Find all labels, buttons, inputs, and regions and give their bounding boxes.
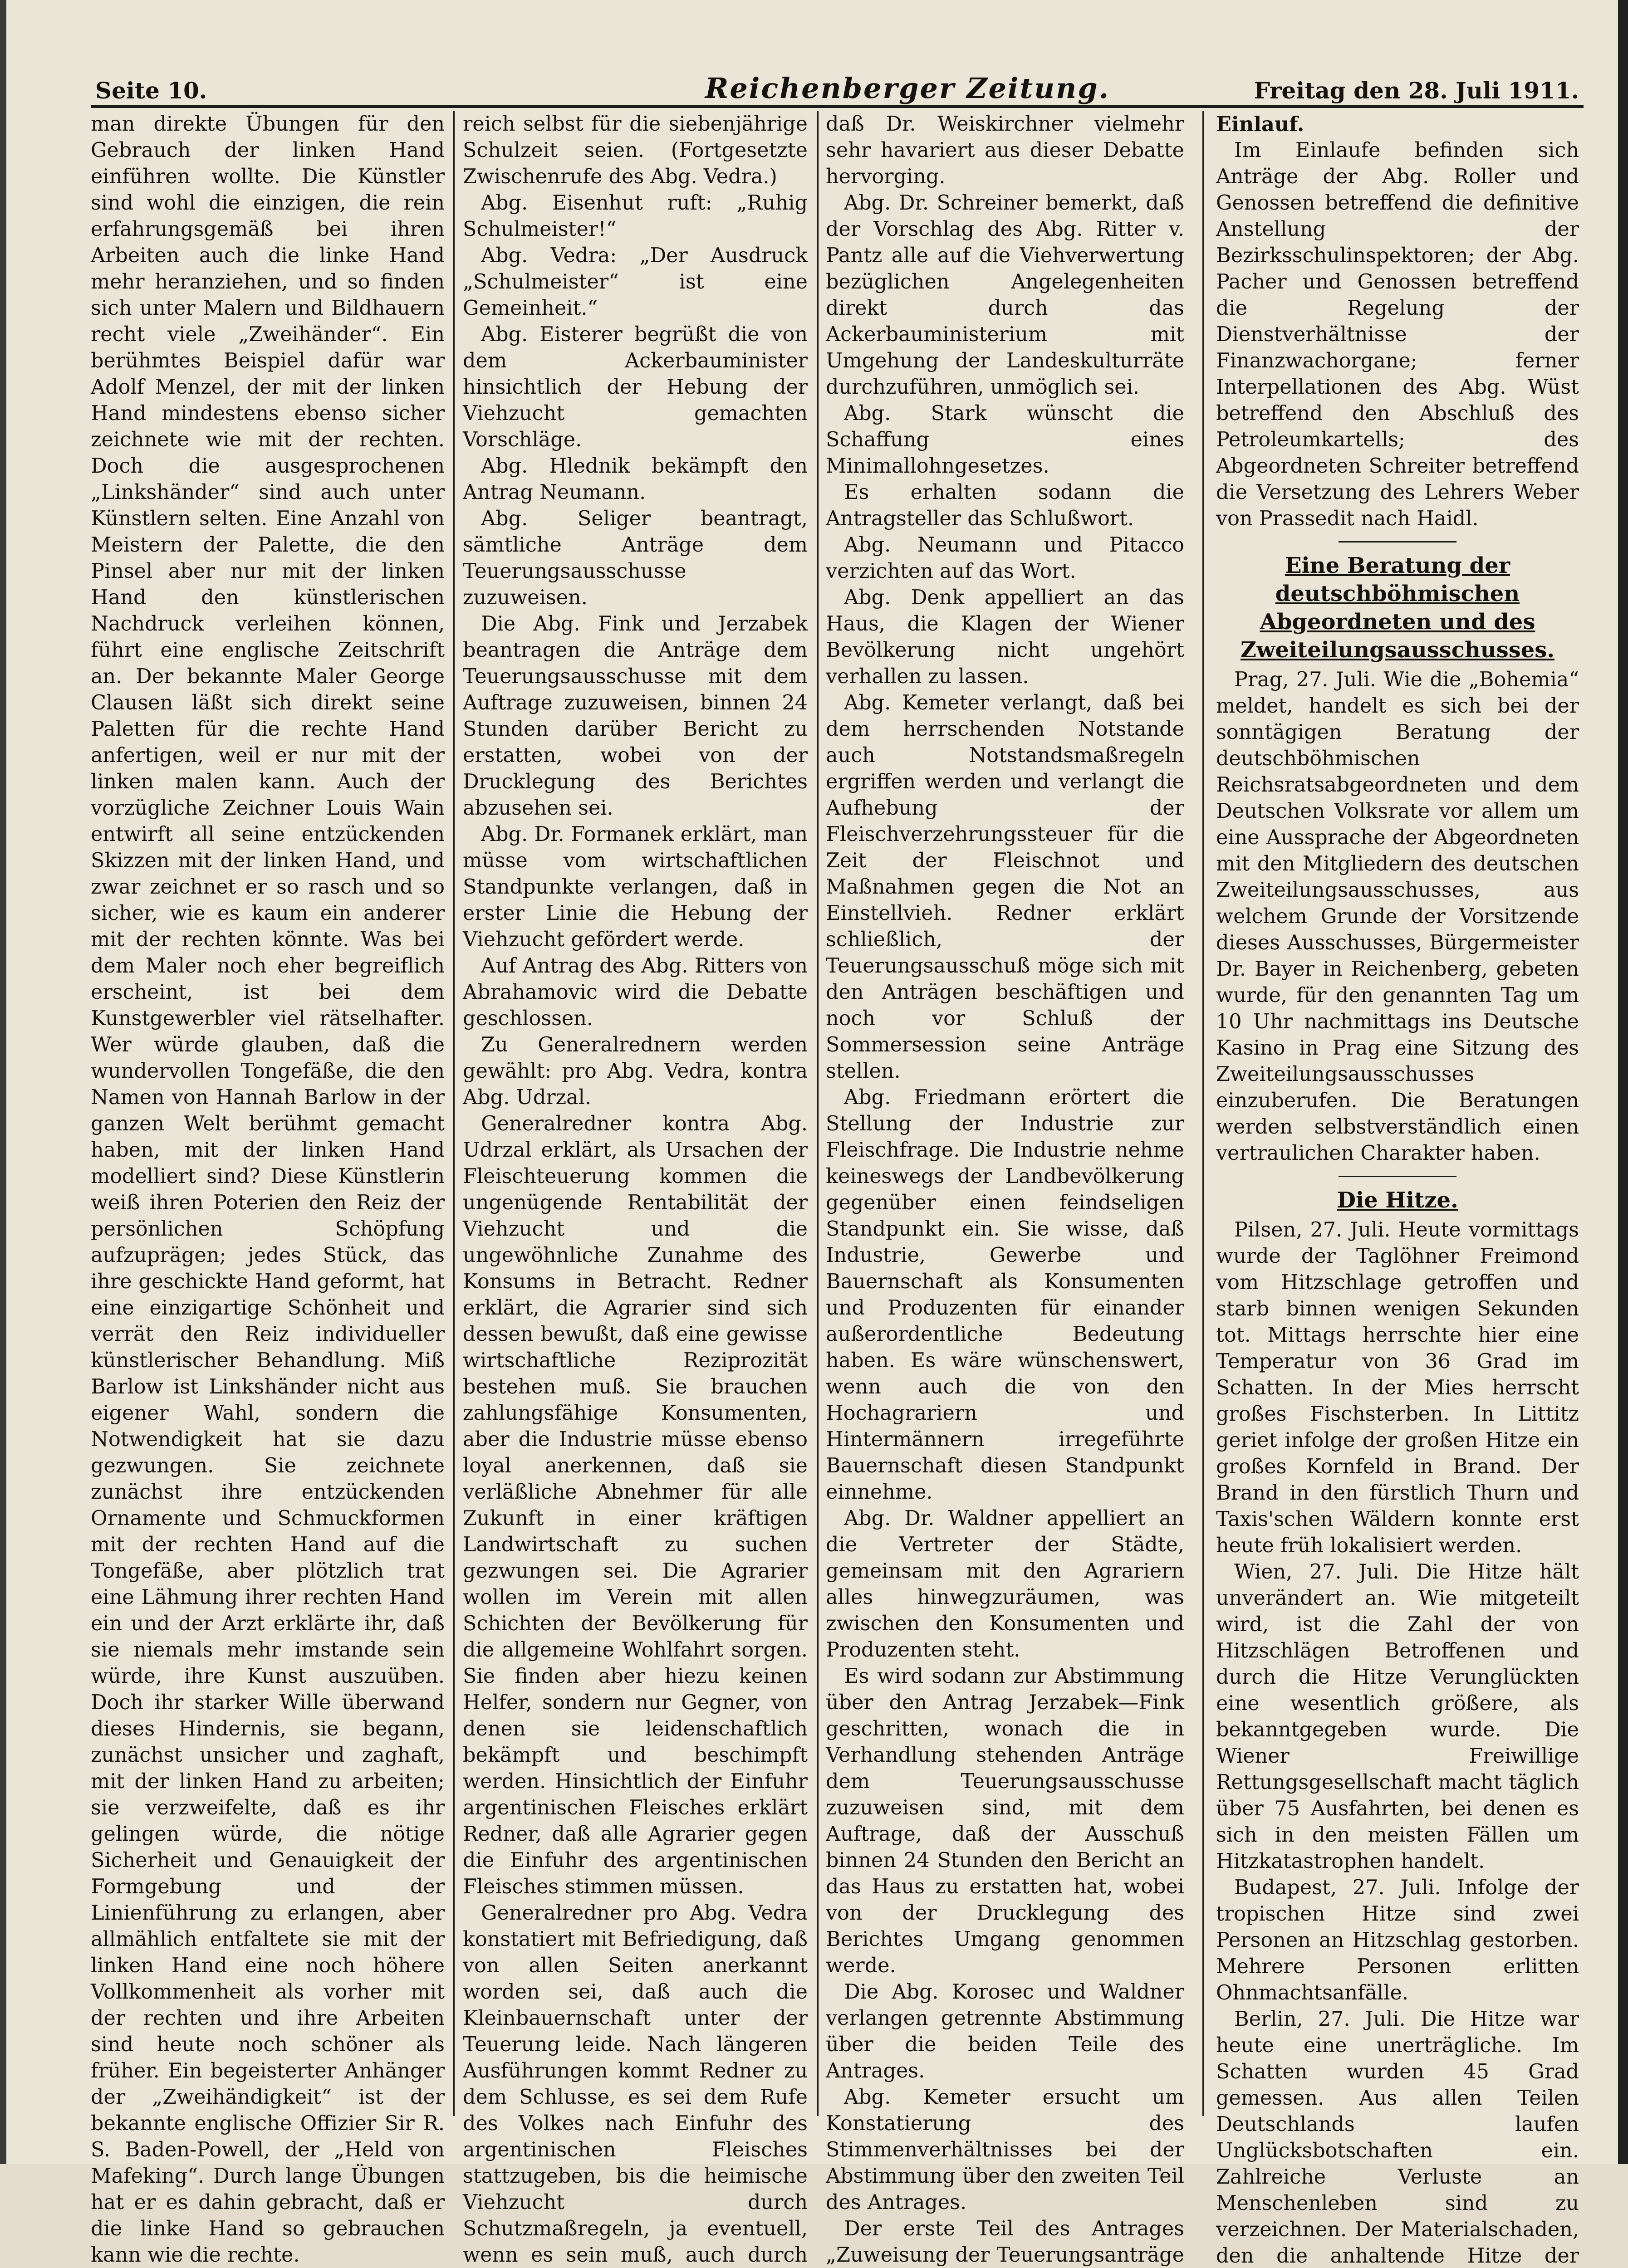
column-1	[91, 111, 445, 2267]
article-paragraph: Abg. Vedra: „Der Ausdruck „Schulmeister“ ist eine Gemeinheit.“	[463, 244, 808, 320]
article-paragraph: Abg. Kemeter verlangt, daß bei dem herrschenden Notstande auch Notstandsmaßregeln ergriffen werden und verlangt die Aufhebung der Fleischverzehrungssteuer für die Zeit der Fleischnot und Maßnahmen gegen die Not an Einstellvieh. Redner erklärt schließlich, der Teuerungsausschuß möge sich mit den Anträgen beschäftigen und noch vor Schluß der Sommersession seine Anträge stellen.	[826, 691, 1184, 1083]
article-paragraph: Der erste Teil des Antrages „Zuweisung der Teuerungsanträge	[826, 2217, 1184, 2267]
newspaper-title: Reichenberger Zeitung.	[705, 72, 1110, 105]
page-header	[91, 68, 1584, 106]
column-2	[463, 111, 808, 2267]
article-paragraph: Abg. Eisterer begrüßt die von dem Ackerbauminister hinsichtlich der Hebung der Viehzucht gemachten Vorschläge.	[463, 323, 808, 451]
article-paragraph: Abg. Dr. Formanek erklärt, man müsse vom wirtschaftlichen Standpunkte verlangen, daß in erster Linie die Hebung der Viehzucht gefördert werde.	[463, 823, 808, 951]
article-paragraph: Abg. Dr. Schreiner bemerkt, daß der Vorschlag des Abg. Ritter v. Pantz alle auf die Viehverwertung bezüglichen Angelegenheiten direkt durch das Ackerbauministerium mit Umgehung der Landeskulturräte durchzuführen, unmöglich sei.	[826, 191, 1184, 399]
article-paragraph: Zu Generalrednern werden gewählt: pro Abg. Vedra, kontra Abg. Udrzal.	[463, 1033, 808, 1109]
scan-edge-right	[1618, 0, 1628, 2164]
article-paragraph: Abg. Friedmann erörtert die Stellung der Industrie zur Fleischfrage. Die Industrie nehme keineswegs der Landbevölkerung gegenüber einen feindseligen Standpunkt ein. Sie wisse, daß Industrie, Gewerbe und Bauernschaft als Konsumenten und Produzenten für einander außerordentliche Bedeutung haben. Es wäre wünschenswert, wenn auch die von den Hochagrariern und Hintermännern irregeführte Bauernschaft diesen Standpunkt einnehme.	[826, 1086, 1184, 1504]
article-paragraph: Die Abg. Korosec und Waldner verlangen getrennte Abstimmung über die beiden Teile des Antrages.	[826, 1980, 1184, 2082]
article-paragraph: daß Dr. Weiskirchner vielmehr sehr havariert aus dieser Debatte hervorging.	[826, 112, 1184, 188]
column-4	[1216, 111, 1579, 2268]
article-paragraph: Die Abg. Fink und Jerzabek beantragen die Anträge dem Teuerungsausschusse mit dem Auftrage zuzuweisen, binnen 24 Stunden darüber Bericht zu erstatten, wobei von der Drucklegung des Berichtes abzusehen sei.	[463, 612, 808, 820]
column-divider	[1202, 111, 1204, 2116]
column-3	[826, 111, 1184, 2267]
column-divider	[453, 111, 455, 2116]
scan-edge-left	[0, 0, 6, 2164]
header-rule	[91, 105, 1584, 108]
einlauf-heading: Einlauf.	[1216, 112, 1304, 136]
article-paragraph: Abg. Denk appelliert an das Haus, die Klagen der Wiener Bevölkerung nicht ungehört verhallen zu lassen.	[826, 586, 1184, 688]
article-paragraph: Abg. Kemeter ersucht um Konstatierung des Stimmenverhältnisses bei der Abstimmung über den zweiten Teil des Antrages.	[826, 2086, 1184, 2214]
hitze-paragraph: Budapest, 27. Juli. Infolge der tropischen Hitze sind zwei Personen an Hitzschlag gestorben. Mehrere Personen erlitten Ohnmachtsanfälle.	[1216, 1876, 1579, 2004]
article-paragraph: Abg. Eisenhut ruft: „Ruhig Schulmeister!“	[463, 191, 808, 241]
page-number: Seite 10.	[95, 77, 207, 104]
feuilleton-text: man direkte Übungen für den Gebrauch der linken Hand einführen wollte. Die Künstler sind wohl die einzigen, die rein erfahrungsgemäß bei ihren Arbeiten auch die linke Hand mehr heranziehen, und so finden sich unter Malern und Bildhauern recht viele „Zweihänder“. Ein berühmtes Beispiel dafür war Adolf Menzel, der mit der linken Hand mindestens ebenso sicher zeichnete wie mit der rechten. Doch die ausgesprochenen „Linkshänder“ sind auch unter Künstlern selten. Eine Anzahl von Meistern der Palette, die den Pinsel aber nur mit der linken Hand den künstlerischen Nachdruck verleihen können, führt eine englische Zeitschrift an. Der bekannte Maler George Clausen läßt sich direkt seine Paletten für die rechte Hand anfertigen, weil er nur mit der linken malen kann. Auch der vorzügliche Zeichner Louis Wain entwirft all seine entzückenden Skizzen mit der linken Hand, und zwar zeichnet er so rasch und so sicher, wie es kaum ein anderer mit der rechten könnte. Was bei dem Maler noch eher begreiflich erscheint, ist bei dem Kunstgewerbler viel rätselhafter. Wer würde glauben, daß die wundervollen Tongefäße, die den Namen von Hannah Barlow in der ganzen Welt berühmt gemacht haben, mit der linken Hand modelliert sind? Diese Künstlerin weiß ihren Poterien den Reiz der persönlichen Schöpfung aufzuprägen; jedes Stück, das ihre geschickte Hand geformt, hat eine einzigartige Schönheit und verrät den Reiz individueller künstlerischer Behandlung. Miß Barlow ist Linkshänder nicht aus eigener Wahl, sondern die Notwendigkeit hat sie dazu gezwungen. Sie zeichnete zunächst ihre entzückenden Ornamente und Schmuckformen mit der rechten Hand auf die Tongefäße, aber plötzlich trat eine Lähmung ihrer rechten Hand ein und der Arzt erklärte ihr, daß sie niemals mehr imstande sein würde, ihre Kunst auszuüben. Doch ihr starker Wille überwand dieses Hindernis, sie begann, zunächst unsicher und zaghaft, mit der linken Hand zu arbeiten; sie verzweifelte, daß es ihr gelingen würde, die nötige Sicherheit und Genauigkeit der Formgebung und der Linienführung zu erlangen, aber allmählich entfaltete sie mit der linken Hand eine noch höhere Vollkommenheit als vorher mit der rechten und ihre Arbeiten sind heute noch schöner als früher. Ein begeisterter Anhänger der „Zweihändigkeit“ ist der bekannte englische Offizier Sir R. S. Baden-Powell, der „Held von Mafeking“. Durch lange Übungen hat er es dahin gebracht, daß er die linke Hand so gebrauchen kann wie die rechte.	[91, 112, 445, 2267]
article-paragraph: Abg. Hlednik bekämpft den Antrag Neumann.	[463, 455, 808, 504]
beratung-text: Prag, 27. Juli. Wie die „Bohemia“ meldet, handelt es sich bei der sonntägigen Beratung der deutschböhmischen Reichsratsabgeordneten und dem Deutschen Volksrate vor allem um eine Aussprache der Abgeordneten mit den Mitgliedern des deutschen Zweiteilungsausschusses, aus welchem Grunde der Vorsitzende dieses Ausschusses, Bürgermeister Dr. Bayer in Reichenberg, gebeten wurde, für den genannten Tag um 10 Uhr nachmittags ins Deutsche Kasino in Prag eine Sitzung des Zweiteilungsausschusses einzuberufen. Die Beratungen werden selbstverständlich einen vertraulichen Charakter haben.	[1216, 668, 1579, 1165]
hitze-paragraph: Wien, 27. Juli. Die Hitze hält unverändert an. Wie mitgeteilt wird, ist die Zahl der von Hitzschlägen Betroffenen und durch die Hitze Verunglückten eine wesentlich größere, als bekanntgegeben wurde. Die Wiener Freiwillige Rettungsgesellschaft macht täglich über 75 Ausfahrten, bei denen es sich in den meisten Fällen um Hitzkatastrophen handelt.	[1216, 1560, 1579, 1873]
article-paragraph: Generalredner kontra Abg. Udrzal erklärt, als Ursachen der Fleischteuerung kommen die ungenügende Rentabilität der Viehzucht und die ungewöhnliche Zunahme des Konsums in Betracht. Redner erklärt, die Agrarier sind sich dessen bewußt, daß eine gewisse wirtschaftliche Reziprozität bestehen muß. Sie brauchen zahlungsfähige Konsumenten, aber die Industrie müsse ebenso loyal anerkennen, daß sie verläßliche Abnehmer für alle Zukunft in einer kräftigen Landwirtschaft zu suchen gezwungen sei. Die Agrarier wollen im Verein mit allen Schichten der Bevölkerung für die allgemeine Wohlfahrt sorgen. Sie finden aber hiezu keinen Helfer, sondern nur Gegner, von denen sie leidenschaftlich bekämpft und beschimpft werden. Hinsichtlich der Einfuhr argentinischen Fleisches erklärt Redner, daß alle Agrarier gegen die Einfuhr des argentinischen Fleisches stimmen müssen.	[463, 1112, 808, 1898]
hitze-paragraph: Berlin, 27. Juli. Die Hitze war heute eine unerträgliche. Im Schatten wurden 45 Grad gemessen. Aus allen Teilen Deutschlands laufen Unglücksbotschaften ein. Zahlreiche Verluste an Menschenleben sind zu verzeichnen. Der Materialschaden, den die anhaltende Hitze der	[1216, 2008, 1579, 2268]
article-paragraph: Abg. Dr. Waldner appelliert an die Vertreter der Städte, gemeinsam mit den Agrariern alles hinwegzuräumen, was zwischen den Konsumenten und Produzenten steht.	[826, 1507, 1184, 1662]
hitze-paragraph: Pilsen, 27. Juli. Heute vormittags wurde der Taglöhner Freimond vom Hitzschlage getroffen und starb binnen wenigen Sekunden tot. Mittags herrschte hier eine Temperatur von 36 Grad im Schatten. In der Mies herrscht großes Fischsterben. In Littitz geriet infolge der großen Hitze ein großes Kornfeld in Brand. Der Brand in den fürstlich Thurn und Taxis'schen Wäldern konnte erst heute früh lokalisiert werden.	[1216, 1218, 1579, 1557]
article-paragraph: reich selbst für die siebenjährige Schulzeit seien. (Fortgesetzte Zwischenrufe des Abg. Vedra.)	[463, 112, 808, 188]
article-paragraph: Generalredner pro Abg. Vedra konstatiert mit Befriedigung, daß von allen Seiten anerkannt worden sei, daß auch die Kleinbauernschaft unter der Teuerung leide. Nach längeren Ausführungen kommt Redner zu dem Schlusse, es sei dem Rufe des Volkes nach Einfuhr des argentinischen Fleisches stattzugeben, bis die heimische Viehzucht durch Schutzmaßregeln, ja eventuell, wenn es sein muß, auch durch	[463, 1901, 808, 2267]
section-rule	[1339, 541, 1456, 543]
section-rule	[1339, 1176, 1456, 1177]
article-paragraph: Es wird sodann zur Abstimmung über den Antrag Jerzabek—Fink geschritten, wonach die in Verhandlung stehenden Anträge dem Teuerungsausschusse zuzuweisen sind, mit dem Auftrage, daß der Ausschuß binnen 24 Stunden den Bericht an das Haus zu erstatten hat, wobei von der Drucklegung des Berichtes Umgang genommen werde.	[826, 1665, 1184, 1977]
column-divider	[817, 111, 819, 2116]
einlauf-text: Im Einlaufe befinden sich Anträge der Abg. Roller und Genossen betreffend die definitive Anstellung der Bezirksschulinspektoren; der Abg. Pacher und Genossen betreffend die Regelung der Dienstverhältnisse der Finanzwachorgane; ferner Interpellationen des Abg. Wüst betreffend den Abschluß des Petroleumkartells; des Abgeordneten Schreiter betreffend die Versetzung des Lehrers Weber von Prassedit nach Haidl.	[1216, 139, 1579, 530]
hitze-heading: Die Hitze.	[1337, 1188, 1458, 1213]
beratung-heading: Eine Beratung der deutschböhmischen Abgeordneten und des Zweiteilungsausschusses.	[1240, 553, 1555, 663]
article-paragraph: Auf Antrag des Abg. Ritters von Abrahamovic wird die Debatte geschlossen.	[463, 954, 808, 1030]
article-paragraph: Abg. Stark wünscht die Schaffung eines Minimallohngesetzes.	[826, 402, 1184, 478]
issue-date: Freitag den 28. Juli 1911.	[1254, 77, 1579, 104]
article-paragraph: Abg. Neumann und Pitacco verzichten auf das Wort.	[826, 533, 1184, 583]
article-paragraph: Abg. Seliger beantragt, sämtliche Anträge dem Teuerungsausschusse zuzuweisen.	[463, 507, 808, 609]
article-paragraph: Es erhalten sodann die Antragsteller das Schlußwort.	[826, 481, 1184, 530]
